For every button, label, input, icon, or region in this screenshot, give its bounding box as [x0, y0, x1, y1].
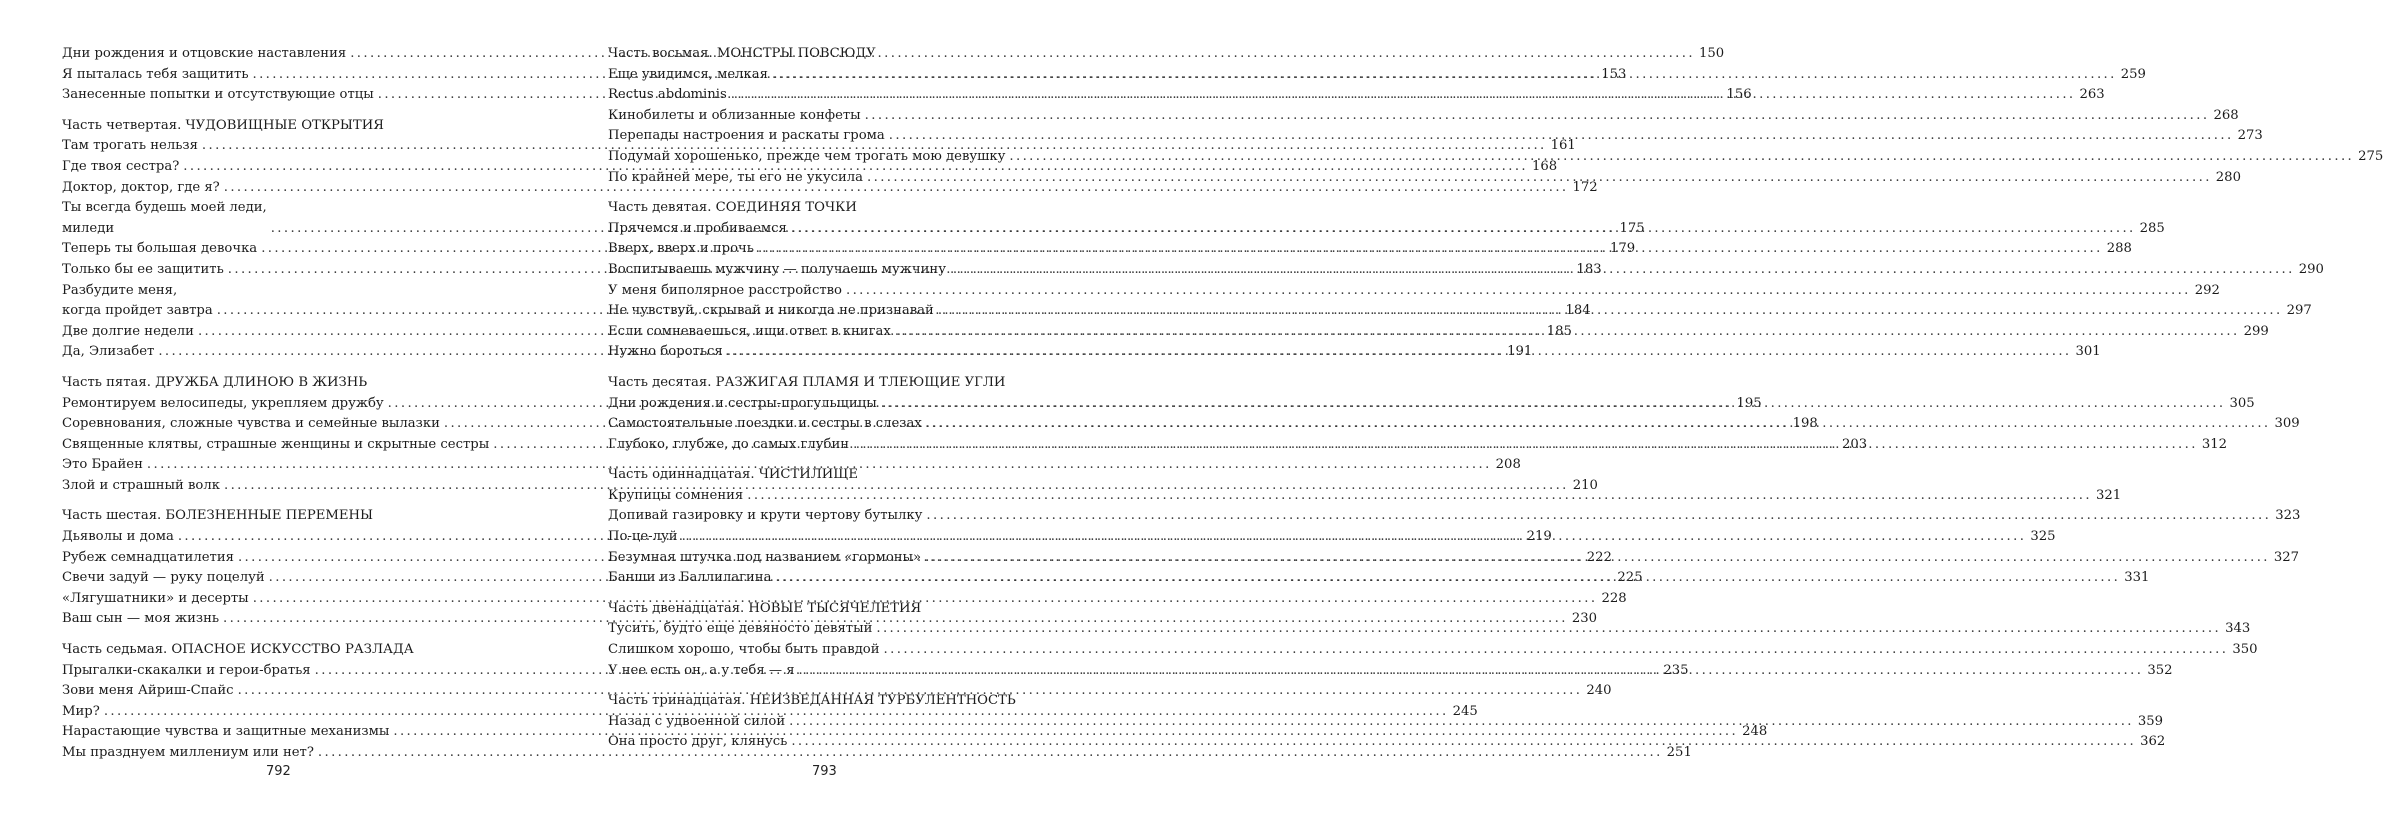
chapter-title	[62, 322, 194, 343]
part-heading: Часть седьмая. ОПАСНОЕ ИСКУССТВО РАЗЛАДА	[62, 642, 414, 658]
chapter-title-line: Две долгие недели	[62, 323, 194, 339]
page-reference: 263	[2079, 87, 2105, 103]
page-reference: 268	[2213, 107, 2239, 123]
chapter-title-line: Глубоко, глубже, до самых глубин	[608, 436, 850, 452]
page-reference: 228	[1601, 590, 1627, 606]
chapter-title-line: Подумай хорошенько, прежде чем трогать мою девушку	[608, 148, 1006, 164]
chapter-title-line: Свечи задуй — руку поцелуй	[62, 570, 265, 586]
chapter-title	[62, 281, 213, 322]
chapter-title-line: Назад с удвоенной силой	[608, 713, 786, 729]
page-reference: 156	[1726, 87, 1752, 103]
page-reference: 153	[1601, 66, 1627, 82]
page-reference: 301	[2075, 344, 2101, 360]
page-reference: 275	[2358, 148, 2383, 164]
chapter-title	[608, 147, 1005, 168]
chapter-title	[608, 640, 880, 661]
chapter-title	[62, 65, 249, 86]
chapter-title	[62, 394, 384, 415]
page-reference: 321	[2096, 487, 2122, 503]
chapter-title	[62, 589, 249, 610]
chapter-title	[62, 527, 174, 548]
page-reference: 343	[2225, 621, 2251, 637]
chapter-title-line: Доктор, доктор, где я?	[62, 179, 220, 195]
dot-leader	[926, 414, 2271, 435]
dot-leader	[791, 732, 2136, 753]
chapter-title	[62, 435, 489, 456]
page-reference: 359	[2137, 713, 2164, 729]
chapter-title-line: Там трогать нельзя	[62, 138, 198, 154]
chapter-title-line: Rectus abdominis	[608, 87, 727, 103]
chapter-title-line: По-це-луй	[608, 529, 678, 545]
chapter-title-line: Она просто друг, клянусь	[608, 734, 788, 750]
chapter-title	[62, 681, 234, 702]
chapter-title	[62, 722, 389, 743]
page-reference: 305	[2229, 395, 2255, 411]
page-reference: 179	[1609, 241, 1636, 257]
page-reference: 230	[1571, 611, 1597, 627]
chapter-title-line: Я пыталась тебя защитить	[62, 66, 249, 82]
chapter-title-line: Только бы ее защитить	[62, 261, 224, 277]
chapter-title-line: Рубеж семнадцатилетия	[62, 549, 234, 565]
chapter-title-line: У меня биполярное расстройство	[608, 282, 842, 298]
page-reference: 184	[1565, 303, 1591, 319]
left-page-number: 792	[266, 764, 291, 779]
chapter-title-line: Банши из Баллилагина	[608, 570, 772, 586]
chapter-title-line-2: миледи	[62, 220, 115, 236]
chapter-title-line: Занесенные попытки и отсутствующие отцы	[62, 87, 374, 103]
chapter-title	[608, 661, 795, 682]
part-heading: Часть четвертая. ЧУДОВИЩНЫЕ ОТКРЫТИЯ	[62, 117, 384, 133]
chapter-title	[62, 178, 220, 199]
page-reference: 248	[1742, 724, 1768, 740]
part-heading: Часть тринадцатая. НЕИЗВЕДАННАЯ ТУРБУЛЕНТНОСТЬ	[608, 693, 1016, 709]
dot-leader	[799, 661, 2144, 682]
page-reference: 219	[1526, 529, 1552, 545]
chapter-title-line: Если сомневаешься, ищи ответ в книгах	[608, 323, 891, 339]
chapter-title-line: Безумная штучка под названием «гормоны»	[608, 549, 922, 565]
chapter-title	[608, 435, 849, 456]
page-reference: 208	[1495, 457, 1521, 473]
chapter-title	[62, 609, 219, 630]
dot-leader	[789, 712, 2134, 733]
chapter-title-line: Теперь ты большая девочка	[62, 241, 258, 257]
part-heading: Часть двенадцатая. НОВЫЕ ТЫСЯЧЕЛЕТИЯ	[608, 600, 922, 616]
page-reference: 285	[2139, 220, 2165, 236]
page-reference: 225	[1617, 570, 1643, 586]
dot-leader	[727, 342, 2072, 363]
page-reference: 327	[2273, 549, 2300, 565]
chapter-title	[608, 65, 768, 86]
chapter-title	[62, 568, 265, 589]
page-reference: 273	[2237, 128, 2263, 144]
chapter-title-line: Прыгалки-скакалки и герои-братья	[62, 662, 311, 678]
chapter-title-line: Воспитываешь мужчину — получаешь мужчину	[608, 261, 946, 277]
chapter-title	[608, 106, 861, 127]
page-reference: 175	[1619, 220, 1645, 236]
chapter-title	[608, 486, 743, 507]
page-reference: 235	[1663, 662, 1689, 678]
page-reference: 168	[1532, 158, 1558, 174]
chapter-title-line: Где твоя сестра?	[62, 158, 180, 174]
chapter-title-line: Дни рождения и отцовские наставления	[62, 46, 347, 61]
chapter-title	[62, 342, 154, 363]
chapter-title-line: Зови меня Айриш-Спайс	[62, 683, 234, 699]
dot-leader	[881, 394, 2226, 415]
chapter-title	[608, 548, 921, 569]
chapter-title-line: Кинобилеты и облизанные конфеты	[608, 107, 861, 123]
dot-leader	[950, 260, 2295, 281]
toc-entry[interactable]	[62, 178, 1598, 199]
toc-entry[interactable]	[608, 640, 2258, 661]
page-reference: 161	[1550, 138, 1576, 154]
chapter-title	[608, 712, 785, 733]
chapter-title-line: По крайней мере, ты его не укусила	[608, 169, 864, 185]
chapter-title	[608, 506, 922, 527]
chapter-title	[62, 414, 440, 435]
page-reference: 172	[1572, 179, 1598, 195]
page-reference: 352	[2147, 662, 2173, 678]
page-reference: 251	[1666, 745, 1692, 760]
chapter-title	[62, 260, 224, 281]
chapter-title-line: Да, Элизабет	[62, 344, 155, 360]
part-heading: Часть девятая. СОЕДИНЯЯ ТОЧКИ	[608, 200, 857, 216]
part-heading: Часть восьмая. МОНСТРЫ ПОВСЮДУ	[608, 46, 876, 61]
chapter-title	[608, 732, 787, 753]
chapter-title-line: Допивай газировку и крути чертову бутылку	[608, 508, 923, 524]
page-reference: 299	[2243, 323, 2269, 339]
chapter-title-line: Прячемся и пробиваемся	[608, 220, 787, 236]
page-reference: 183	[1576, 261, 1602, 277]
dot-leader	[865, 106, 2210, 127]
chapter-title-line: Самостоятельные поездки и сестры в слезах	[608, 416, 922, 432]
chapter-title-line: Нужно бороться	[608, 344, 723, 360]
chapter-title-line: Нарастающие чувства и защитные механизмы	[62, 724, 390, 740]
dot-leader	[925, 548, 2270, 569]
chapter-title	[62, 661, 311, 682]
chapter-title	[608, 85, 727, 106]
toc-entry[interactable]	[62, 743, 1692, 764]
chapter-title	[608, 168, 863, 189]
chapter-title	[608, 414, 922, 435]
chapter-title	[62, 548, 234, 569]
part-heading: Часть пятая. ДРУЖБА ДЛИНОЮ В ЖИЗНЬ	[62, 374, 368, 390]
chapter-title-line: У нее есть он, а у тебя — я	[608, 662, 795, 678]
chapter-title	[62, 476, 220, 497]
chapter-title	[62, 743, 314, 764]
chapter-title	[608, 342, 723, 363]
chapter-title	[608, 301, 934, 322]
page-reference: 362	[2140, 734, 2166, 750]
part-heading: Часть шестая. БОЛЕЗНЕННЫЕ ПЕРЕМЕНЫ	[62, 508, 373, 524]
dot-leader	[884, 640, 2229, 661]
dot-leader	[731, 85, 2076, 106]
chapter-title	[62, 44, 346, 65]
chapter-title-line: Еще увидимся, мелкая	[608, 66, 768, 82]
right-page-number: 793	[812, 764, 837, 779]
chapter-title-line: Ремонтируем велосипеды, укрепляем дружбу	[62, 395, 384, 411]
chapter-title	[608, 619, 872, 640]
part-heading: Часть десятая. РАЗЖИГАЯ ПЛАМЯ И ТЛЕЮЩИЕ УГЛИ	[608, 374, 1006, 390]
chapter-title	[608, 281, 842, 302]
page-reference: 297	[2286, 303, 2312, 319]
dot-leader	[772, 65, 2117, 86]
chapter-title-line: Слишком хорошо, чтобы быть правдой	[608, 642, 880, 658]
page-reference: 259	[2120, 66, 2146, 82]
chapter-title	[608, 394, 877, 415]
chapter-title	[62, 157, 179, 178]
dot-leader	[938, 301, 2283, 322]
page-reference: 203	[1842, 436, 1868, 452]
page-reference: 350	[2232, 642, 2258, 658]
dot-leader	[867, 168, 2212, 189]
chapter-title-line: Злой и страшный волк	[62, 477, 220, 493]
page-reference: 150	[1698, 46, 1725, 61]
chapter-title-line: Ваш сын — моя жизнь	[62, 611, 220, 627]
chapter-title	[608, 322, 891, 343]
chapter-title-line: Дни рождения и сестры-прогульщицы	[608, 395, 877, 411]
page-reference: 245	[1452, 703, 1478, 719]
page-reference: 222	[1586, 549, 1612, 565]
page-reference: 288	[2106, 241, 2132, 257]
chapter-title-line: Перепады настроения и раскаты грома	[608, 128, 885, 144]
dot-leader	[775, 568, 2120, 589]
dot-leader	[682, 527, 2027, 548]
chapter-title-line: Это Брайен	[62, 457, 143, 473]
chapter-title-line: Дьяволы и дома	[62, 529, 174, 545]
page-reference: 292	[2194, 282, 2220, 298]
chapter-title-line: «Лягушатники» и десерты	[62, 590, 249, 606]
dot-leader	[926, 506, 2271, 527]
dot-leader	[758, 239, 2103, 260]
chapter-title-line: Крупицы сомнения	[608, 487, 744, 503]
page-reference: 210	[1572, 477, 1598, 493]
page-reference: 240	[1586, 683, 1612, 699]
page-reference: 280	[2215, 169, 2241, 185]
toc-entry[interactable]	[608, 106, 2239, 127]
chapter-title-line: Мы празднуем миллениум или нет?	[62, 745, 314, 760]
chapter-title	[62, 239, 257, 260]
chapter-title-line: Соревнования, сложные чувства и семейные вылазки	[62, 416, 440, 432]
chapter-title	[608, 260, 946, 281]
chapter-title-line: Не чувствуй, скрывай и никогда не признавай	[608, 303, 934, 319]
dot-leader	[889, 126, 2234, 147]
page-reference: 309	[2274, 416, 2300, 432]
page-reference: 185	[1546, 323, 1572, 339]
dot-leader	[846, 281, 2191, 302]
chapter-title	[608, 527, 678, 548]
chapter-title-line: Священные клятвы, страшные женщины и скрытные сестры	[62, 436, 490, 452]
chapter-title-line: Ты всегда будешь моей леди,	[62, 200, 267, 216]
dot-leader	[1009, 147, 2354, 168]
page-reference: 312	[2201, 436, 2228, 452]
chapter-title	[608, 126, 885, 147]
chapter-title	[62, 136, 198, 157]
page-reference: 191	[1507, 344, 1533, 360]
dot-leader	[747, 486, 2092, 507]
chapter-title	[62, 198, 267, 239]
dot-leader	[895, 322, 2240, 343]
chapter-title-line: Тусить, будто еще девяносто девятый	[608, 621, 873, 637]
page-reference: 331	[2124, 570, 2150, 586]
dot-leader	[876, 619, 2221, 640]
toc-entry[interactable]	[608, 281, 2220, 302]
page-reference: 323	[2275, 508, 2301, 524]
dot-leader	[853, 435, 2198, 456]
chapter-title	[62, 85, 374, 106]
chapter-title-line: Вверх, вверх и прочь	[608, 241, 754, 257]
page-reference: 325	[2030, 529, 2056, 545]
page-reference: 195	[1736, 395, 1762, 411]
chapter-title-line: Мир?	[62, 703, 100, 719]
page-reference: 198	[1792, 416, 1818, 432]
page-reference: 290	[2298, 261, 2324, 277]
chapter-title	[608, 568, 771, 589]
chapter-title	[608, 219, 787, 240]
chapter-title-line: Разбудите меня,	[62, 282, 178, 298]
part-heading: Часть одиннадцатая. ЧИСТИЛИЩЕ	[608, 467, 858, 483]
chapter-title	[608, 239, 754, 260]
toc-entry[interactable]	[608, 506, 2301, 527]
dot-leader	[791, 219, 2136, 240]
chapter-title	[62, 702, 100, 723]
toc-entry[interactable]	[608, 486, 2122, 507]
chapter-title-line-2: когда пройдет завтра	[62, 303, 213, 319]
chapter-title	[62, 455, 143, 476]
